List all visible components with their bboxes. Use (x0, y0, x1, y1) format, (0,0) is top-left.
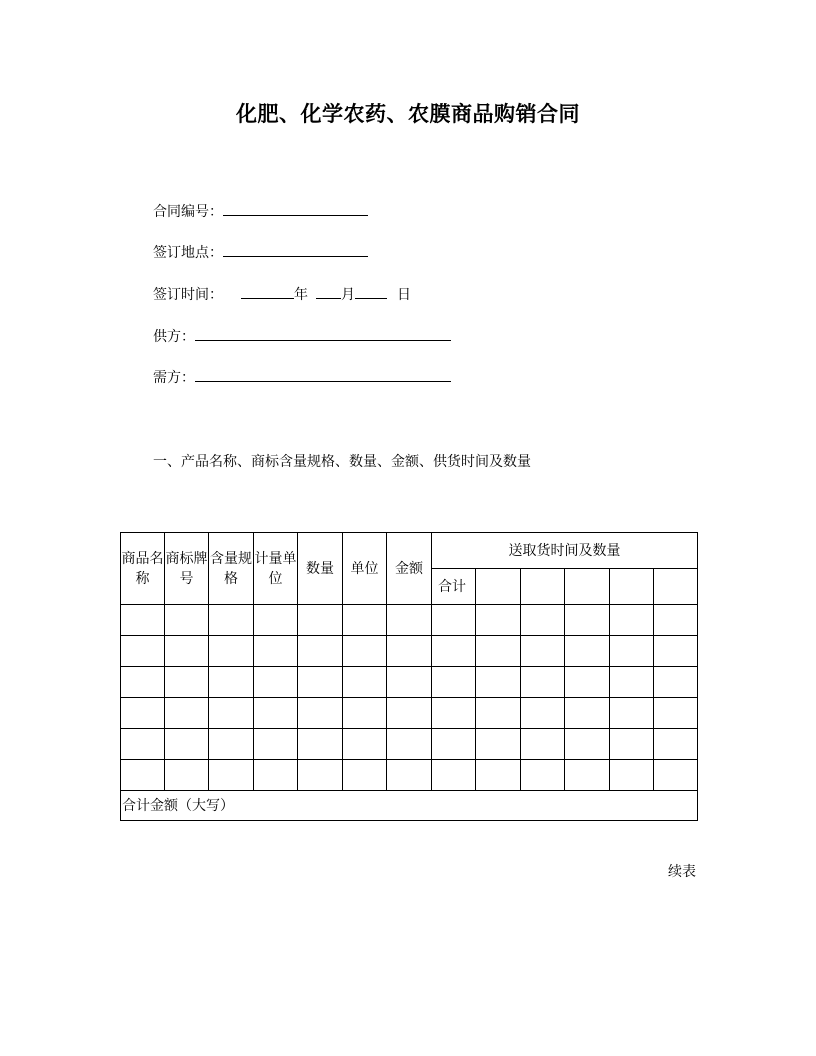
day-label: 日 (397, 287, 411, 303)
table-cell (476, 729, 521, 760)
table-row (121, 667, 698, 698)
contract-number-field (153, 201, 368, 221)
table-cell (654, 667, 698, 698)
table-cell (165, 698, 209, 729)
table-cell (387, 760, 432, 791)
table-cell (165, 729, 209, 760)
header-unit: 单位 (343, 533, 387, 605)
header-spec: 含量规格 (209, 533, 254, 605)
table-cell (610, 667, 654, 698)
table-cell (521, 698, 565, 729)
contract-number-blank (223, 201, 368, 216)
sign-time-label: 签订时间： (153, 287, 223, 303)
table-cell (165, 605, 209, 636)
table-cell (209, 605, 254, 636)
supplier-blank (195, 326, 451, 341)
table-cell (121, 605, 165, 636)
table-row (121, 605, 698, 636)
year-blank (241, 284, 294, 299)
table-cell (121, 636, 165, 667)
header-unit-measure: 计量单位 (254, 533, 298, 605)
goods-table (120, 532, 698, 821)
month-label: 月 (341, 287, 355, 303)
header-brand: 商标牌号 (165, 533, 209, 605)
table-cell (521, 605, 565, 636)
table-cell (432, 760, 476, 791)
table-cell (343, 636, 387, 667)
table-cell (121, 698, 165, 729)
delivery-cell (476, 569, 521, 605)
table-cell (476, 698, 521, 729)
table-cell (254, 729, 298, 760)
header-delivery: 送取货时间及数量 (432, 533, 698, 569)
table-cell (476, 605, 521, 636)
sign-place-label: 签订地点： (153, 245, 223, 261)
table-cell (298, 698, 343, 729)
table-cell (565, 698, 610, 729)
table-cell (209, 729, 254, 760)
table-cell (343, 667, 387, 698)
table-cell (521, 760, 565, 791)
header-quantity: 数量 (298, 533, 343, 605)
delivery-cell (565, 569, 610, 605)
header-amount: 金额 (387, 533, 432, 605)
delivery-cell (654, 569, 698, 605)
table-cell (298, 667, 343, 698)
delivery-cell (521, 569, 565, 605)
table-cell (298, 636, 343, 667)
sign-time-field (153, 284, 411, 304)
table-cell (432, 636, 476, 667)
month-blank (316, 284, 341, 299)
table-cell (654, 760, 698, 791)
table-cell (476, 667, 521, 698)
table-cell (476, 760, 521, 791)
table-cell (654, 636, 698, 667)
table-cell (298, 760, 343, 791)
table-row (121, 729, 698, 760)
document-title: 化肥、化学农药、农膜商品购销合同 (236, 102, 580, 126)
table-cell (298, 605, 343, 636)
supplier-label: 供方： (153, 329, 195, 345)
table-cell (343, 698, 387, 729)
table-cell (521, 729, 565, 760)
section-heading-1: 一、产品名称、商标含量规格、数量、金额、供货时间及数量 (153, 454, 531, 470)
table-row (121, 636, 698, 667)
table-cell (565, 605, 610, 636)
table-cell (343, 729, 387, 760)
table-cell (165, 667, 209, 698)
table-cell (165, 760, 209, 791)
table-cell (209, 636, 254, 667)
table-cell (254, 605, 298, 636)
delivery-cell (610, 569, 654, 605)
table-cell (432, 729, 476, 760)
table-row (121, 760, 698, 791)
table-cell (565, 636, 610, 667)
table-cell (654, 698, 698, 729)
table-cell (610, 698, 654, 729)
sign-place-field (153, 242, 368, 262)
table-cell (476, 636, 521, 667)
table-cell (121, 760, 165, 791)
table-cell (209, 667, 254, 698)
table-cell (432, 605, 476, 636)
buyer-blank (195, 367, 451, 382)
total-amount-label: 合计金额（大写） (121, 791, 698, 821)
table-cell (387, 698, 432, 729)
table-cell (343, 760, 387, 791)
buyer-field (153, 367, 451, 387)
table-cell (565, 667, 610, 698)
table-cell (254, 667, 298, 698)
table-cell (432, 698, 476, 729)
table-cell (654, 605, 698, 636)
table-cell (521, 636, 565, 667)
table-cell (610, 729, 654, 760)
table-cell (387, 636, 432, 667)
table-cell (254, 760, 298, 791)
table-cell (565, 729, 610, 760)
table-cell (254, 636, 298, 667)
day-blank (355, 284, 387, 299)
header-subtotal: 合计 (432, 569, 476, 605)
table-cell (343, 605, 387, 636)
table-cell (387, 729, 432, 760)
table-body (121, 605, 698, 791)
table-cell (121, 667, 165, 698)
table-cell (521, 667, 565, 698)
table-cell (610, 636, 654, 667)
table-cell (254, 698, 298, 729)
contract-number-label: 合同编号： (153, 204, 223, 220)
table-cell (610, 760, 654, 791)
buyer-label: 需方： (153, 370, 195, 386)
table-cell (432, 667, 476, 698)
table-cell (387, 667, 432, 698)
table-cell (121, 729, 165, 760)
table-cell (298, 729, 343, 760)
table-row (121, 698, 698, 729)
continued-label: 续表 (668, 864, 696, 880)
supplier-field (153, 326, 451, 346)
table-cell (654, 729, 698, 760)
year-label: 年 (294, 287, 308, 303)
table-cell (387, 605, 432, 636)
table-cell (610, 605, 654, 636)
table-cell (209, 760, 254, 791)
table-cell (165, 636, 209, 667)
table-cell (565, 760, 610, 791)
table-cell (209, 698, 254, 729)
header-product-name: 商品名称 (121, 533, 165, 605)
sign-place-blank (223, 242, 368, 257)
